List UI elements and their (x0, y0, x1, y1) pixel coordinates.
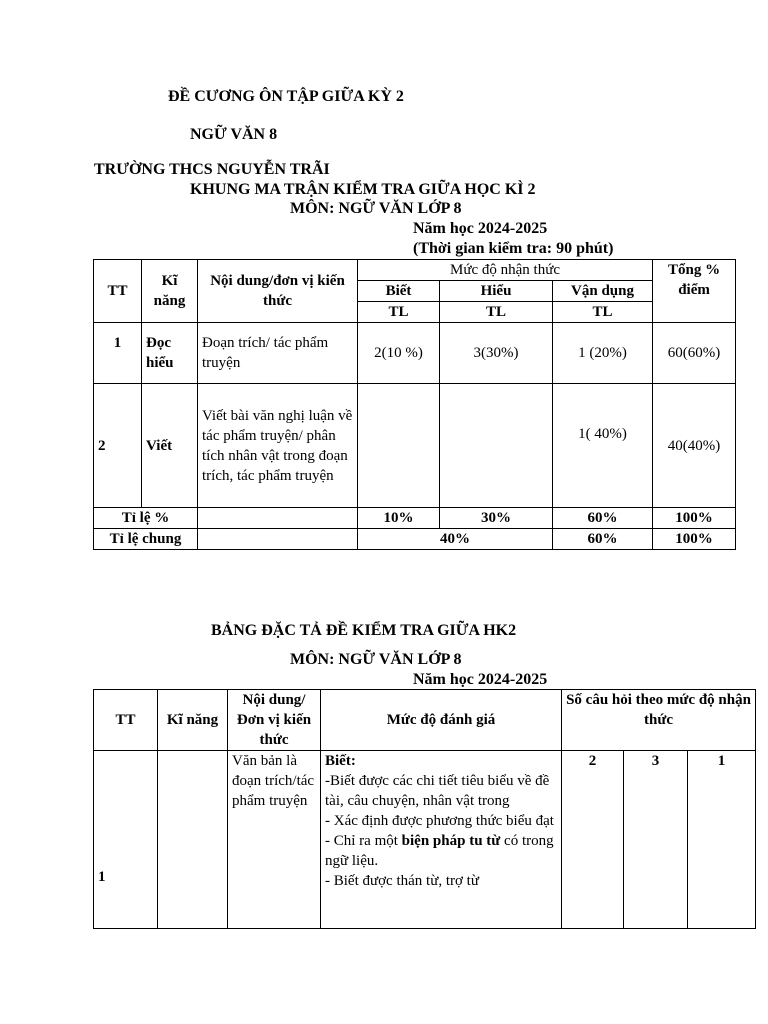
header-know: Biết (358, 281, 440, 302)
school-name: TRƯỜNG THCS NGUYỄN TRÃI (94, 161, 330, 178)
header-total: Tổng % điểm (653, 260, 736, 323)
header-tl: TL (553, 302, 653, 323)
ratio-total: 100% (653, 508, 736, 529)
spec-header-level: Mức độ đánh giá (321, 690, 562, 751)
subject-title: NGỮ VĂN 8 (190, 126, 278, 143)
header-skill: Kĩ năng (142, 260, 198, 323)
ratio-general-know-understand: 40% (358, 529, 553, 550)
ratio-general-label: Tỉ lệ chung (94, 529, 198, 550)
ratio-general-apply: 60% (553, 529, 653, 550)
row-tt: 1 (94, 323, 142, 384)
row-know (358, 384, 440, 508)
level-heading: Biết: (325, 753, 356, 769)
ratio-label: Tỉ lệ % (94, 508, 198, 529)
level-line: -Biết được các chi tiết tiêu biểu về đề tài, câu chuyện, nhân vật trong (325, 773, 550, 809)
ratio-general-total: 100% (653, 529, 736, 550)
ratio-row (94, 508, 736, 529)
ratio-general-row (94, 529, 736, 550)
spec-row-count-know: 2 (562, 751, 624, 929)
spec-table (93, 689, 756, 929)
header-content: Nội dung/đơn vị kiến thức (198, 260, 358, 323)
matrix-title: KHUNG MA TRẬN KIỂM TRA GIỮA HỌC KÌ 2 (190, 181, 536, 198)
spec-row-count-understand: 3 (624, 751, 688, 929)
spec-header-content: Nội dung/Đơn vị kiến thức (228, 690, 321, 751)
row-skill: Viết (142, 384, 198, 508)
spec-subject: MÔN: NGỮ VĂN LỚP 8 (290, 651, 462, 668)
matrix-subject: MÔN: NGỮ VĂN LỚP 8 (290, 200, 462, 217)
spec-row-level (321, 751, 562, 929)
header-level-group: Mức độ nhận thức (358, 260, 653, 281)
spec-header-count: Số câu hỏi theo mức độ nhận thức (562, 690, 756, 751)
spec-row-content: Văn bản là đoạn trích/tác phẩm truyện (228, 751, 321, 929)
header-tl: TL (358, 302, 440, 323)
row-skill: Đọc hiểu (142, 323, 198, 384)
spec-row-count-apply: 1 (688, 751, 756, 929)
ratio-understand: 30% (440, 508, 553, 529)
level-line: - Biết được thán từ, trợ từ (325, 873, 479, 889)
spec-header-skill: Kĩ năng (158, 690, 228, 751)
row-total: 60(60%) (653, 323, 736, 384)
matrix-table (93, 259, 736, 550)
table-row (94, 384, 736, 508)
row-content: Đoạn trích/ tác phẩm truyện (198, 323, 358, 384)
matrix-duration: (Thời gian kiểm tra: 90 phút) (413, 240, 614, 257)
spec-year: Năm học 2024-2025 (413, 671, 548, 688)
row-tt: 2 (94, 384, 142, 508)
row-apply: 1 (20%) (553, 323, 653, 384)
level-line: - Chỉ ra một biện pháp tu từ có trong ngữ liệu. (325, 833, 554, 869)
row-know: 2(10 %) (358, 323, 440, 384)
matrix-year: Năm học 2024-2025 (413, 220, 548, 237)
table-row (94, 323, 736, 384)
header-apply: Vận dụng (553, 281, 653, 302)
row-total: 40(40%) (653, 384, 736, 508)
header-tt: TT (94, 260, 142, 323)
row-understand: 3(30%) (440, 323, 553, 384)
header-understand: Hiểu (440, 281, 553, 302)
row-understand (440, 384, 553, 508)
spec-row-tt: 1 (94, 751, 158, 929)
spec-header-tt: TT (94, 690, 158, 751)
ratio-know: 10% (358, 508, 440, 529)
spec-title: BẢNG ĐẶC TẢ ĐỀ KIỂM TRA GIỮA HK2 (211, 622, 517, 639)
document-title: ĐỀ CƯƠNG ÔN TẬP GIỮA KỲ 2 (168, 88, 404, 105)
row-apply: 1( 40%) (553, 384, 653, 508)
table-row (94, 751, 756, 929)
header-tl: TL (440, 302, 553, 323)
row-content: Viết bài văn nghị luận về tác phẩm truyện/ phân tích nhân vật trong đoạn trích, tác phẩm truyện (198, 384, 358, 508)
ratio-apply: 60% (553, 508, 653, 529)
level-line: - Xác định được phương thức biểu đạt (325, 813, 554, 829)
